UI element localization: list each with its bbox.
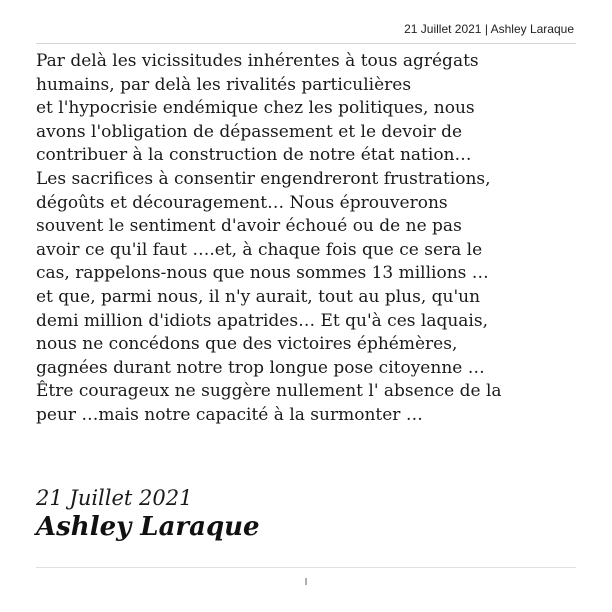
body-line: contribuer à la construction de notre état nation… [36,145,472,166]
signature-author: Ashley Laraque [36,512,260,542]
body-line: Les sacrifices à consentir engendreront frustrations, [36,168,491,189]
page-header: 21 Juillet 2021 | Ashley Laraque [404,22,574,36]
body-line: et l'hypocrisie endémique chez les politiques, nous [36,98,475,119]
body-line: humains, par delà les rivalités particulières [36,74,412,95]
body-line: Par delà les vicissitudes inhérentes à tous agrégats [36,51,479,71]
body-line: souvent le sentiment d'avoir échoué ou de ne pas [36,216,462,237]
body-line: avoir ce qu'il faut ….et, à chaque fois que ce sera le [36,239,483,260]
body-line: gagnées durant notre trop longue pose citoyenne … [36,357,485,378]
body-line: dégoûts et découragement… Nous éprouverons [36,192,448,213]
body-line: cas, rappelons-nous que nous sommes 13 millions … [36,263,489,284]
footer-divider [36,567,576,568]
body-line: nous ne concédons que des victoires éphémères, [36,334,458,355]
signature-date: 21 Juillet 2021 [36,486,193,510]
header-divider [36,43,576,44]
body-line: Être courageux ne suggère nullement l' absence de la [36,381,502,402]
body-line: demi million d'idiots apatrides… Et qu'à ces laquais, [36,310,488,331]
page-number: I [304,577,308,588]
body-line: et que, parmi nous, il n'y aurait, tout au plus, qu'un [36,286,481,307]
body-text [36,50,576,428]
body-line: peur …mais notre capacité à la surmonter … [36,404,423,425]
body-line: avons l'obligation de dépassement et le devoir de [36,121,463,142]
